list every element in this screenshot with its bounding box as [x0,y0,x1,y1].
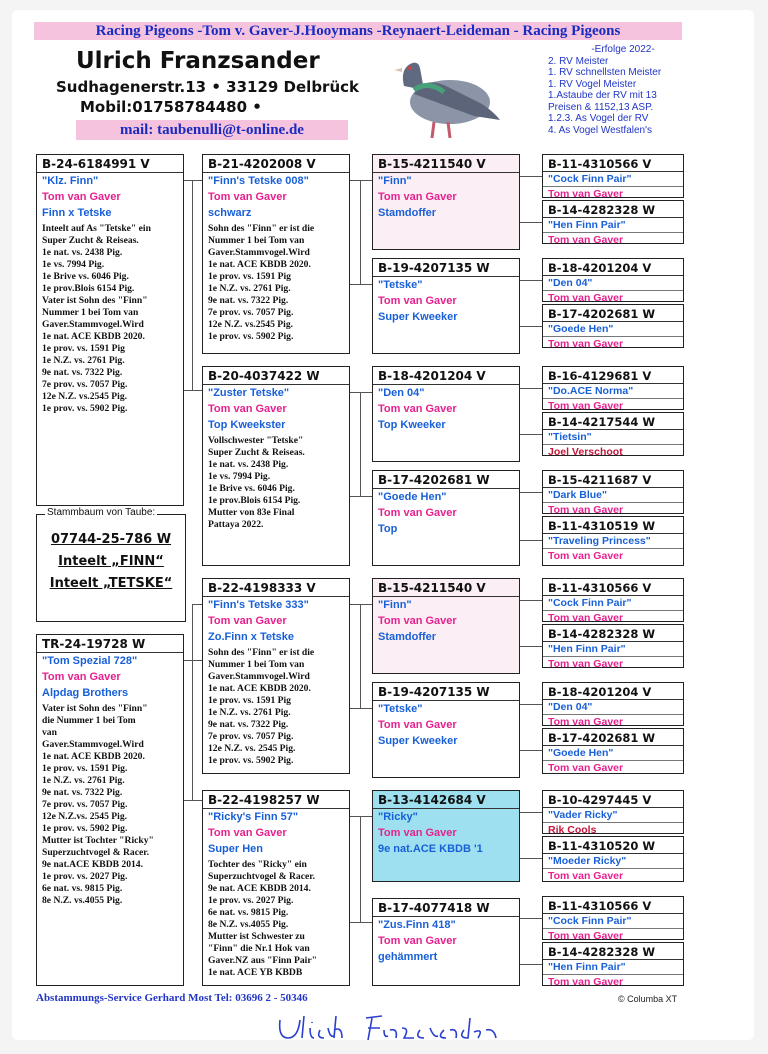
gg-extra: Top Kweeker [378,419,446,431]
gg-name: "Finn" [378,175,412,187]
ggg-ring: B-10-4297445 V [543,793,683,808]
note-line: 12e N.Z. vs.2545 Pig. [208,319,294,330]
ggg-name: "Cock Finn Pair" [548,915,632,927]
connector [520,434,542,435]
pigeon-image [384,46,504,146]
note-line: 8e N.Z. vs.4055 Pig. [208,919,289,930]
note-line: Gaver.Stammvogel.Wird [208,247,310,258]
ggg-breeder: Tom van Gaver [543,548,683,563]
ggg-box-11[interactable] [542,682,684,726]
connector [520,222,542,223]
grandparent-ring: B-22-4198257 W [203,793,349,809]
ggg-box-2[interactable] [542,200,684,244]
grandparent-extra: schwarz [208,207,252,219]
connector [520,646,542,647]
grandparent-notes [208,859,344,979]
gg-extra: Super Kweeker [378,735,458,747]
grandparent-breeder: Tom van Gaver [208,191,287,203]
gg-extra: 9e nat.ACE KBDB '1 [378,843,483,855]
great-grandparent-box-5[interactable] [372,578,520,674]
connector [350,708,372,709]
note-line: 1e prov. vs. 5902 Pig. [208,331,294,342]
owner-email[interactable]: mail: taubenulli@t-online.de [76,120,348,140]
ggg-name: "Vader Ricky" [548,809,618,821]
dam-note: 7e prov. vs. 7057 Pig. [42,799,128,810]
ggg-breeder: Tom van Gaver [543,714,683,726]
ggg-ring: B-18-4201204 V [543,261,683,276]
note-line: 1e prov. vs. 1591 Pig [208,271,291,282]
subject-box [36,507,186,622]
grandparent-name: "Zuster Tetske" [208,387,290,399]
note-line: 1e nat. ACE YB KBDB [208,967,303,978]
gg-breeder: Tom van Gaver [378,935,457,947]
gg-name: "Tetske" [378,703,423,715]
note-line: Tochter des "Ricky" ein [208,859,307,870]
connector [520,964,542,965]
connector [350,816,372,817]
sire-notes [42,223,178,415]
sire-note: 9e nat. vs. 7322 Pig. [42,367,123,378]
sire-note: 1e nat. ACE KBDB 2020. [42,331,145,342]
note-line: "Finn" die Nr.1 Hok van [208,943,310,954]
sire-note: 1e Brive vs. 6046 Pig. [42,271,129,282]
sire-note: 1e nat. vs. 2438 Pig. [42,247,123,258]
connector [184,180,202,181]
grandparent-breeder: Tom van Gaver [208,615,287,627]
grandparent-name: "Ricky's Finn 57" [208,811,299,823]
ggg-ring: B-14-4282328 W [543,945,683,960]
ggg-name: "Goede Hen" [548,747,614,759]
connector [520,812,542,813]
connector [520,176,542,177]
ggg-ring: B-11-4310566 V [543,899,683,914]
gg-breeder: Tom van Gaver [378,827,457,839]
ggg-breeder: Tom van Gaver [543,868,683,882]
subject-line-2: Inteelt „TETSKE“ [49,576,173,591]
dam-note: Mutter ist Tochter "Ricky" [42,835,154,846]
note-line: Nummer 1 bei Tom van [208,659,305,670]
sire-note: Inteelt auf As "Tetske" ein [42,223,151,234]
connector [360,604,361,708]
connector [350,496,372,497]
dam-note: 1e prov. vs. 2027 Pig. [42,871,128,882]
note-line: Pattaya 2022. [208,519,264,530]
grandparent-box-2[interactable] [202,366,350,566]
ggg-box-13[interactable] [542,790,684,834]
connector [350,392,372,393]
grandparent-ring: B-20-4037422 W [203,369,349,385]
ggg-name: "Do.ACE Norma" [548,385,634,397]
dam-note: 1e nat. ACE KBDB 2020. [42,751,145,762]
dam-note: Vater ist Sohn des "Finn" [42,703,148,714]
ggg-name: "Hen Finn Pair" [548,643,626,655]
connector [350,180,372,181]
success-7: 4. As Vogel Westfalen's [548,124,653,136]
ggg-ring: B-14-4282328 W [543,627,683,642]
ggg-breeder: Tom van Gaver [543,610,683,622]
gg-breeder: Tom van Gaver [378,191,457,203]
great-grandparent-box-3[interactable] [372,366,520,462]
connector [520,492,542,493]
sire-note: 7e prov. vs. 7057 Pig. [42,379,128,390]
ggg-name: "Hen Finn Pair" [548,219,626,231]
ggg-name: "Hen Finn Pair" [548,961,626,973]
note-line: 7e prov. vs. 7057 Pig. [208,731,294,742]
note-line: 9e nat. vs. 7322 Pig. [208,719,289,730]
grandparent-notes [208,647,344,767]
sire-ring: B-24-6184991 V [37,157,183,173]
grandparent-ring: B-21-4202008 V [203,157,349,173]
ggg-box-12[interactable] [542,728,684,774]
ggg-breeder: Tom van Gaver [543,502,683,514]
grandparent-breeder: Tom van Gaver [208,827,287,839]
ggg-ring: B-11-4310519 W [543,519,683,534]
gg-extra: Super Kweeker [378,311,458,323]
grandparent-notes [208,223,344,343]
ggg-name: "Cock Finn Pair" [548,173,632,185]
grandparent-extra: Top Kweekster [208,419,286,431]
ggg-box-10[interactable] [542,624,684,668]
gg-breeder: Tom van Gaver [378,507,457,519]
ggg-breeder: Tom van Gaver [543,336,683,348]
ggg-box-16[interactable] [542,942,684,986]
dam-note: Superzuchtvogel & Racer. [42,847,150,858]
ggg-ring: B-16-4129681 V [543,369,683,384]
subject-ring: 07744-25-786 W [50,532,172,547]
dam-note: 8e N.Z. vs.4055 Pig. [42,895,123,906]
note-line: Vollschwester "Tetske" [208,435,304,446]
sire-note: 1e prov.Blois 6154 Pig. [42,283,135,294]
owner-name: Ulrich Franzsander [76,48,320,74]
grandparent-breeder: Tom van Gaver [208,403,287,415]
subject-title: Stammbaum von Taube: [47,507,156,518]
gg-extra: Top [378,523,398,535]
gg-name: "Goede Hen" [378,491,447,503]
grandparent-notes [208,435,344,531]
ggg-breeder: Tom van Gaver [543,232,683,244]
sire-name: "Klz. Finn" [42,175,99,187]
gg-ring: B-17-4202681 W [373,473,519,489]
grandparent-name: "Finn's Tetske 333" [208,599,309,611]
gg-breeder: Tom van Gaver [378,403,457,415]
success-1: 2. RV Meister [548,55,609,67]
success-2: 1. RV schnellsten Meister [548,67,662,78]
connector [192,180,193,390]
ggg-name: "Goede Hen" [548,323,614,335]
connector [520,704,542,705]
ggg-name: "Dark Blue" [548,489,607,501]
ggg-ring: B-14-4217544 W [543,415,683,430]
dam-note: 12e N.Z.vs. 2545 Pig. [42,811,128,822]
connector [360,816,361,922]
grandparent-name: "Finn's Tetske 008" [208,175,309,187]
ggg-box-1[interactable] [542,154,684,198]
great-grandparent-box-1[interactable] [372,154,520,250]
grandparent-box-4[interactable] [202,790,350,986]
ggg-name: "Den 04" [548,277,593,289]
signature [274,1008,564,1048]
dam-note: 9e nat.ACE KBDB 2014. [42,859,144,870]
grandparent-box-1[interactable] [202,154,350,354]
gg-breeder: Tom van Gaver [378,719,457,731]
sire-note: Gaver.Stammvogel.Wird [42,319,144,330]
success-3: 1. RV Vogel Meister [548,78,637,90]
success-0: -Erfolge 2022- [591,44,655,55]
note-line: 9e nat. vs. 7322 Pig. [208,295,289,306]
sire-note: 1e vs. 7994 Pig. [42,259,105,270]
gg-ring: B-17-4077418 W [373,901,519,917]
connector [184,390,202,391]
ggg-box-5[interactable] [542,366,684,410]
gg-ring: B-19-4207135 W [373,261,519,277]
note-line: 7e prov. vs. 7057 Pig. [208,307,294,318]
owner-mobile: Mobil:01758784480 • [80,98,262,116]
note-line: Nummer 1 bei Tom van [208,235,305,246]
connector [350,604,372,605]
grandparent-box-3[interactable] [202,578,350,774]
ggg-breeder: Tom van Gaver [543,398,683,410]
gg-extra: Stamdoffer [378,207,437,219]
successes-list [548,44,698,136]
note-line: 1e prov. vs. 5902 Pig. [208,755,294,766]
sire-note: Super Zucht & Reiseas. [42,235,139,246]
note-line: Superzuchtvogel & Racer. [208,871,316,882]
connector [360,180,361,284]
dam-note: Gaver.Stammvogel.Wird [42,739,144,750]
note-line: 1e vs. 7994 Pig. [208,471,271,482]
connector [520,388,542,389]
note-line: 1e nat. vs. 2438 Pig. [208,459,289,470]
note-line: 9e nat. ACE KBDB 2014. [208,883,311,894]
connector [184,800,202,801]
footer-service: Abstammungs-Service Gerhard Most Tel: 03696 2 - 50346 [36,992,308,1004]
connector [350,922,372,923]
ggg-breeder: Tom van Gaver [543,760,683,774]
ggg-breeder: Rik Cools [543,822,683,834]
note-line: 1e nat. ACE KBDB 2020. [208,683,311,694]
gg-extra: gehämmert [378,951,438,963]
connector [350,284,372,285]
connector [192,604,193,800]
owner-address: Sudhagenerstr.13 • 33129 Delbrück [56,78,359,96]
header-banner: Racing Pigeons -Tom v. Gaver-J.Hooymans -Reynaert-Leideman - Racing Pigeons [34,22,682,40]
sire-note: 1e N.Z. vs. 2761 Pig. [42,355,125,366]
dam-note: 1e N.Z. vs. 2761 Pig. [42,775,125,786]
gg-name: "Finn" [378,599,412,611]
dam-note: 1e prov. vs. 5902 Pig. [42,823,128,834]
gg-extra: Stamdoffer [378,631,437,643]
ggg-box-14[interactable] [542,836,684,882]
ggg-breeder: Tom van Gaver [543,186,683,198]
dam-note: die Nummer 1 bei Tom [42,715,136,726]
note-line: 1e N.Z. vs. 2761 Pig. [208,707,291,718]
note-line: Super Zucht & Reiseas. [208,447,305,458]
grandparent-ring: B-22-4198333 V [203,581,349,597]
note-line: Gaver.NZ aus "Finn Pair" [208,955,317,966]
ggg-breeder: Joel Verschoot [543,444,683,456]
note-line: 6e nat. vs. 9815 Pig. [208,907,289,918]
connector [520,280,542,281]
sire-note: 12e N.Z. vs.2545 Pig. [42,391,128,402]
ggg-breeder: Tom van Gaver [543,656,683,668]
note-line: Sohn des "Finn" er ist die [208,223,315,234]
note-line: Gaver.Stammvogel.Wird [208,671,310,682]
gg-ring: B-15-4211540 V [373,581,519,597]
dam-breeder: Tom van Gaver [42,671,121,683]
note-line: 1e prov. vs. 1591 Pig [208,695,291,706]
great-grandparent-box-8[interactable] [372,898,520,986]
ggg-box-9[interactable] [542,578,684,622]
gg-ring: B-18-4201204 V [373,369,519,385]
dam-ring: TR-24-19728 W [37,637,183,653]
ggg-breeder: Tom van Gaver [543,928,683,940]
connector [520,326,542,327]
note-line: Sohn des "Finn" er ist die [208,647,315,658]
gg-name: "Den 04" [378,387,425,399]
connector [520,918,542,919]
dam-note: 9e nat. vs. 7322 Pig. [42,787,123,798]
great-grandparent-box-6[interactable] [372,682,520,778]
ggg-box-4[interactable] [542,304,684,348]
dam-note: 1e prov. vs. 1591 Pig. [42,763,128,774]
ggg-box-7[interactable] [542,470,684,514]
gg-breeder: Tom van Gaver [378,615,457,627]
gg-ring: B-13-4142684 V [373,793,519,809]
note-line: 1e prov. vs. 2027 Pig. [208,895,294,906]
gg-ring: B-19-4207135 W [373,685,519,701]
great-grandparent-box-7[interactable] [372,790,520,882]
sire-note: Nummer 1 bei Tom van [42,307,139,318]
ggg-name: "Traveling Princess" [548,535,651,547]
sire-note: Vater ist Sohn des "Finn" [42,295,148,306]
ggg-ring: B-14-4282328 W [543,203,683,218]
connector [184,660,202,661]
dam-box[interactable] [36,634,184,986]
connector [520,540,542,541]
ggg-name: "Cock Finn Pair" [548,597,632,609]
note-line: 12e N.Z. vs. 2545 Pig. [208,743,296,754]
ggg-ring: B-11-4310566 V [543,157,683,172]
ggg-ring: B-15-4211687 V [543,473,683,488]
ggg-name: "Moeder Ricky" [548,855,627,867]
footer-copyright: © Columba XT [618,994,678,1004]
subject-line-1: Inteelt „FINN“ [58,554,164,569]
connector [360,392,361,496]
success-5: Preisen & 1152,13 ASP. [548,101,654,113]
grandparent-extra: Super Hen [208,843,264,855]
sire-breeder: Tom van Gaver [42,191,121,203]
dam-note: van [42,727,57,738]
dam-notes [42,703,178,907]
sire-note: 1e prov. vs. 1591 Pig [42,343,125,354]
ggg-ring: B-11-4310566 V [543,581,683,596]
grandparent-extra: Zo.Finn x Tetske [208,631,294,643]
ggg-name: "Den 04" [548,701,593,713]
sire-extra: Finn x Tetske [42,207,112,219]
success-4: 1.Astaube der RV mit 13 [548,90,657,101]
gg-ring: B-15-4211540 V [373,157,519,173]
note-line: Mutter ist Schwester zu [208,931,305,942]
ggg-ring: B-17-4202681 W [543,307,683,322]
success-6: 1.2.3. As Vogel der RV [548,113,649,124]
dam-note: 6e nat. vs. 9815 Pig. [42,883,123,894]
note-line: Mutter von 83e Final [208,507,295,518]
ggg-box-8[interactable] [542,516,684,566]
great-grandparent-box-2[interactable] [372,258,520,354]
gg-name: "Zus.Finn 418" [378,919,456,931]
sire-box[interactable] [36,154,184,506]
dam-extra: Alpdag Brothers [42,687,129,699]
dam-name: "Tom Spezial 728" [42,655,138,667]
note-line: 1e N.Z. vs. 2761 Pig. [208,283,291,294]
ggg-ring: B-17-4202681 W [543,731,683,746]
gg-name: "Ricky" [378,811,418,823]
ggg-ring: B-18-4201204 V [543,685,683,700]
ggg-box-15[interactable] [542,896,684,940]
great-grandparent-box-4[interactable] [372,470,520,566]
note-line: 1e nat. ACE KBDB 2020. [208,259,311,270]
ggg-breeder: Tom van Gaver [543,974,683,986]
ggg-name: "Tietsin" [548,431,592,443]
note-line: 1e prov.Blois 6154 Pig. [208,495,301,506]
gg-name: "Tetske" [378,279,423,291]
note-line: 1e Brive vs. 6046 Pig. [208,483,295,494]
ggg-breeder: Tom van Gaver [543,290,683,302]
connector [520,858,542,859]
sire-note: 1e prov. vs. 5902 Pig. [42,403,128,414]
ggg-box-6[interactable] [542,412,684,456]
connector [520,750,542,751]
ggg-box-3[interactable] [542,258,684,302]
ggg-ring: B-11-4310520 W [543,839,683,854]
connector [192,604,202,605]
gg-breeder: Tom van Gaver [378,295,457,307]
connector [520,600,542,601]
